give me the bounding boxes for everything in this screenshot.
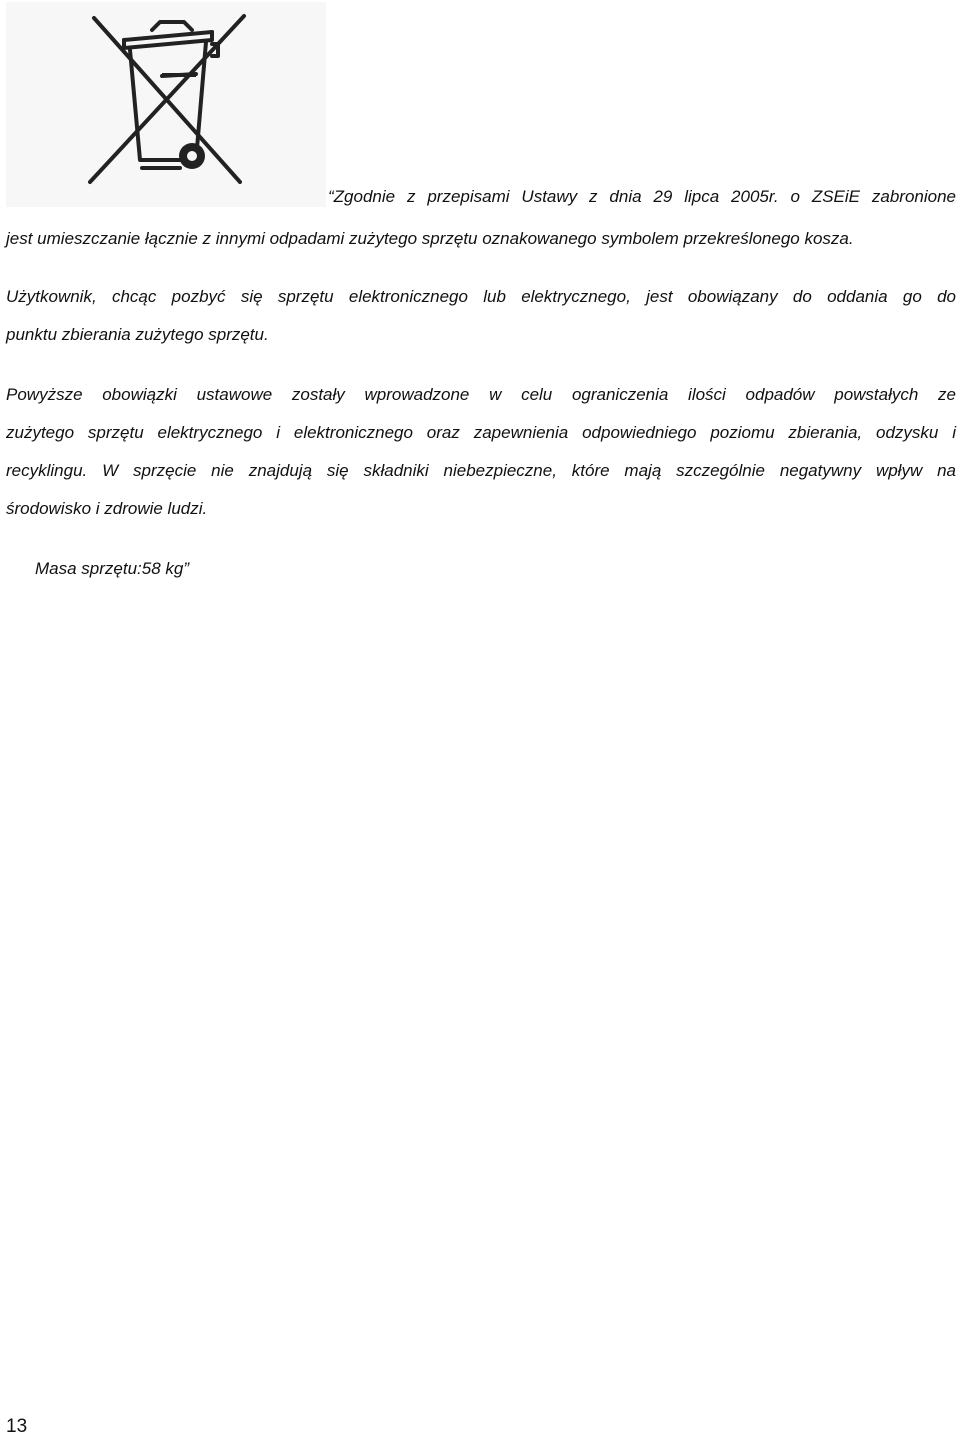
- paragraph3-line4: środowisko i zdrowie ludzi.: [6, 499, 208, 518]
- mass-note: Masa sprzętu:58 kg”: [35, 559, 190, 578]
- paragraph1-line2: jest umieszczanie łącznie z innymi odpadami zużytego sprzętu oznakowanego symbolem przekreślonego kosza.: [6, 229, 854, 248]
- paragraph3-line2: zużytego sprzętu elektrycznego i elektronicznego oraz zapewnienia odpowiedniego poziomu zbierania, odzysku i: [6, 423, 956, 442]
- paragraph3-line1: Powyższe obowiązki ustawowe zostały wprowadzone w celu ograniczenia ilości odpadów powstałych ze: [6, 385, 956, 404]
- paragraph1-line1: “Zgodnie z przepisami Ustawy z dnia 29 lipca 2005r. o ZSEiE zabronione: [328, 187, 956, 206]
- crossed-out-wheeled-bin-icon: [84, 10, 254, 188]
- paragraph2-line1: Użytkownik, chcąc pozbyć się sprzętu elektronicznego lub elektrycznego, jest obowiązany do oddania go do: [6, 287, 956, 306]
- page-number: 13: [6, 1416, 28, 1437]
- paragraph2-line2: punktu zbierania zużytego sprzętu.: [6, 325, 269, 344]
- weee-symbol: [6, 2, 326, 207]
- paragraph3-line3: recyklingu. W sprzęcie nie znajdują się składniki niebezpieczne, które mają szczególnie negatywny wpływ na: [6, 461, 956, 480]
